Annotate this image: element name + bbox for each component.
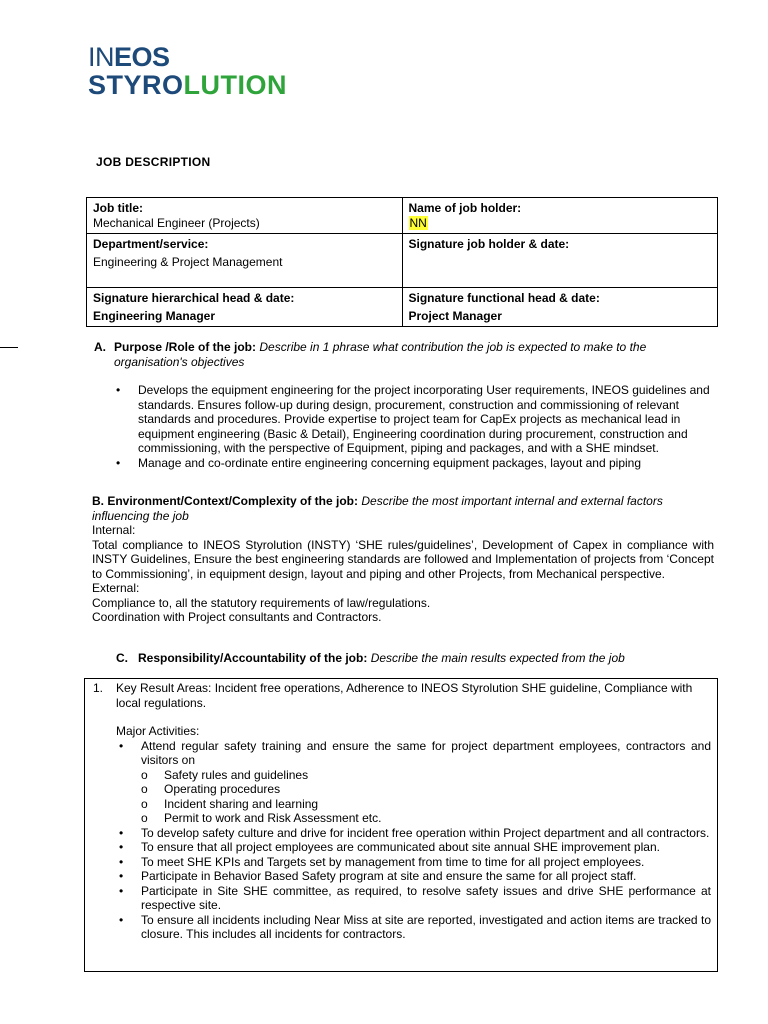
list-item: • To ensure all incidents including Near Miss at site are reported, investigated and action items are tracked to closure. This includes all incidents for contractors. bbox=[119, 913, 711, 942]
section-c-title-text: Responsibility/Accountability of the job: bbox=[138, 651, 368, 665]
signature-func-label: Signature functional head & date: bbox=[408, 291, 600, 305]
kra-number: 1. bbox=[93, 681, 104, 695]
company-logo bbox=[88, 44, 287, 99]
sub-item: o Incident sharing and learning bbox=[141, 797, 711, 812]
department-label: Department/service: bbox=[93, 237, 209, 251]
section-b-desc: Describe the most important internal and external factors influencing the job bbox=[92, 494, 663, 523]
department-value: Engineering & Project Management bbox=[93, 254, 283, 269]
section-c-desc: Describe the main results expected from the job bbox=[370, 651, 625, 665]
section-c-marker: C. bbox=[116, 651, 128, 665]
section-b-title bbox=[92, 494, 714, 523]
list-item: • To meet SHE KPIs and Targets set by management from time to time for all project employees. bbox=[119, 855, 711, 870]
logo-lution: LUTION bbox=[183, 70, 288, 100]
major-activities-first bbox=[119, 739, 711, 768]
major-activities-list bbox=[119, 826, 711, 942]
list-item: • Participate in Site SHE committee, as required, to resolve safety issues and drive SHE performance at respective site. bbox=[119, 884, 711, 913]
section-a-title-text: Purpose /Role of the job: bbox=[114, 340, 257, 354]
internal-label: Internal: bbox=[92, 523, 136, 537]
section-b-title-text: B. Environment/Context/Complexity of the job: bbox=[92, 494, 359, 508]
kra-row bbox=[93, 681, 711, 710]
signature-func-value: Project Manager bbox=[408, 308, 502, 323]
external-line: Coordination with Project consultants and Contractors. bbox=[92, 610, 382, 624]
responsibilities-box bbox=[84, 678, 718, 972]
signature-holder-cell bbox=[402, 234, 718, 288]
sub-items bbox=[141, 768, 711, 826]
logo-in: IN bbox=[88, 42, 114, 72]
list-item: • Manage and co-ordinate entire engineering concerning equipment packages, layout and piping bbox=[116, 456, 714, 471]
logo-line-styrolution bbox=[88, 72, 287, 99]
section-c-title bbox=[116, 651, 716, 666]
section-a-marker: A. bbox=[94, 340, 106, 354]
sub-item: o Safety rules and guidelines bbox=[141, 768, 711, 783]
sub-item: o Operating procedures bbox=[141, 782, 711, 797]
document-heading: JOB DESCRIPTION bbox=[96, 155, 211, 169]
sub-item: o Permit to work and Risk Assessment etc. bbox=[141, 811, 711, 826]
signature-hier-cell bbox=[87, 288, 403, 327]
job-title-label: Job title: bbox=[93, 201, 143, 215]
signature-holder-label: Signature job holder & date: bbox=[408, 237, 570, 251]
logo-eos: EOS bbox=[114, 42, 170, 72]
section-a-desc: Describe in 1 phrase what contribution the job is expected to make to the organisation's objectives bbox=[114, 340, 647, 369]
job-info-table bbox=[86, 197, 718, 327]
list-item: • Attend regular safety training and ensure the same for project department employees, contractors and visitors on bbox=[119, 739, 711, 768]
internal-text: Total compliance to INEOS Styrolution (INSTY) ‘SHE rules/guidelines’, Development of Capex in compliance with INSTY Guidelines, Ensure the best engineering standards are followed and Implementation of projects from ‘Concept to Commissioning’, in equipment design, layout and piping and other Projects, from Mechanical perspective. bbox=[92, 537, 714, 581]
list-item: • Develops the equipment engineering for the project incorporating User requirements, INEOS guidelines and standards. Ensures follow-up during design, procurement, construction and commissioning of relevant standards and procedures. Provide expertise to project team for CapEx projects as mechanical lead in equipment engineering (Basic & Detail), Engineering coordination during procurement, construction and commissioning, with the perspective of Equipment, piping and packages, and with a SHE mindset. bbox=[116, 383, 714, 456]
job-title-cell bbox=[87, 198, 403, 234]
margin-mark bbox=[0, 347, 18, 348]
section-b bbox=[92, 494, 714, 625]
signature-hier-value: Engineering Manager bbox=[93, 308, 216, 323]
kra-text: Key Result Areas: Incident free operations, Adherence to INEOS Styrolution SHE guideline, Compliance with local regulations. bbox=[116, 681, 693, 710]
external-label: External: bbox=[92, 581, 140, 595]
section-a-bullets bbox=[116, 383, 714, 470]
section-a bbox=[94, 340, 714, 470]
section-a-title bbox=[94, 340, 714, 369]
list-item: • To ensure that all project employees are communicated about site annual SHE improvement plan. bbox=[119, 840, 711, 855]
signature-func-cell bbox=[402, 288, 718, 327]
holder-cell bbox=[402, 198, 718, 234]
list-item: • To develop safety culture and drive for incident free operation within Project department and all contractors. bbox=[119, 826, 711, 841]
logo-styro: STYRO bbox=[88, 70, 184, 100]
signature-hier-label: Signature hierarchical head & date: bbox=[93, 291, 295, 305]
major-activities-label: Major Activities: bbox=[116, 724, 200, 738]
job-title-value: Mechanical Engineer (Projects) bbox=[93, 215, 260, 230]
department-cell bbox=[87, 234, 403, 288]
logo-line-ineos bbox=[88, 44, 287, 71]
external-line: Compliance to, all the statutory requirements of law/regulations. bbox=[92, 595, 431, 610]
holder-label: Name of job holder: bbox=[408, 201, 522, 215]
holder-value: NN bbox=[409, 215, 427, 230]
list-item: • Participate in Behavior Based Safety program at site and ensure the same for all project staff. bbox=[119, 869, 711, 884]
